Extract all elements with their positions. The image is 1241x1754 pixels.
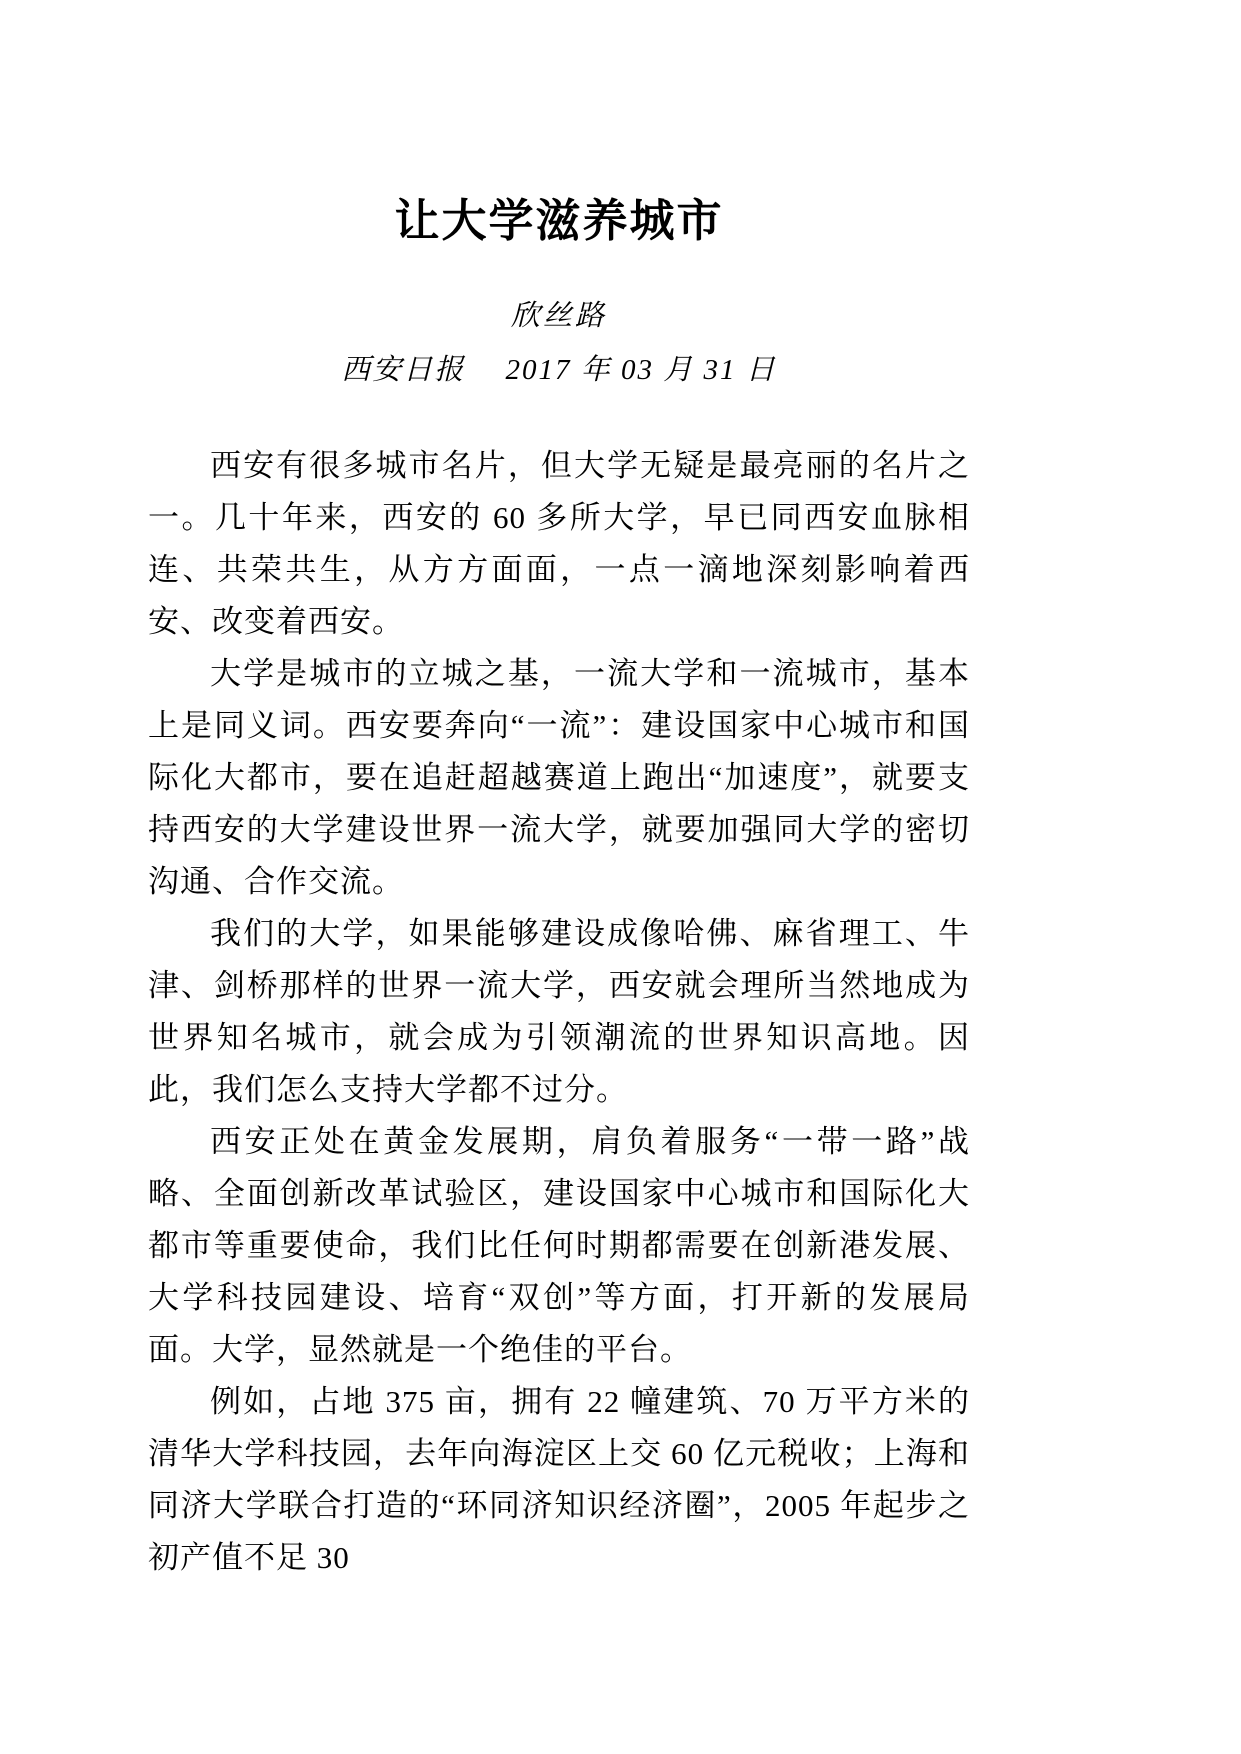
paragraph: 例如，占地 375 亩，拥有 22 幢建筑、70 万平方米的清华大学科技园，去年向海淀区上交 60 亿元税收；上海和同济大学联合打造的“环同济知识经济圈”，2005 年起步之初产值不足 30 xyxy=(148,1384,970,1575)
paragraph: 西安有很多城市名片，但大学无疑是最亮丽的名片之一。几十年来，西安的 60 多所大学，早已同西安血脉相连、共荣共生，从方方面面，一点一滴地深刻影响着西安、改变着西安。 xyxy=(148,448,970,639)
paragraph: 大学是城市的立城之基，一流大学和一流城市，基本上是同义词。西安要奔向“一流”：建设国家中心城市和国际化大都市，要在追赶超越赛道上跑出“加速度”，就要支持西安的大学建设世界一流大学，就要加强同大学的密切沟通、合作交流。 xyxy=(148,656,970,899)
source-date-line: 西安日报 2017 年 03 月 31 日 xyxy=(341,354,777,386)
article-body xyxy=(148,388,970,1584)
document-content xyxy=(148,0,970,1754)
paragraph: 我们的大学，如果能够建设成像哈佛、麻省理工、牛津、剑桥那样的世界一流大学，西安就会理所当然地成为世界知名城市，就会成为引领潮流的世界知识高地。因此，我们怎么支持大学都不过分。 xyxy=(148,916,970,1107)
page-title: 让大学滋养城市 xyxy=(394,196,724,246)
paragraph: 西安正处在黄金发展期，肩负着服务“一带一路”战略、全面创新改革试验区，建设国家中心城市和国际化大都市等重要使命，我们比任何时期都需要在创新港发展、大学科技园建设、培育“双创”等方面，打开新的发展局面。大学，显然就是一个绝佳的平台。 xyxy=(148,1124,970,1367)
author-byline: 欣丝路 xyxy=(510,300,607,332)
